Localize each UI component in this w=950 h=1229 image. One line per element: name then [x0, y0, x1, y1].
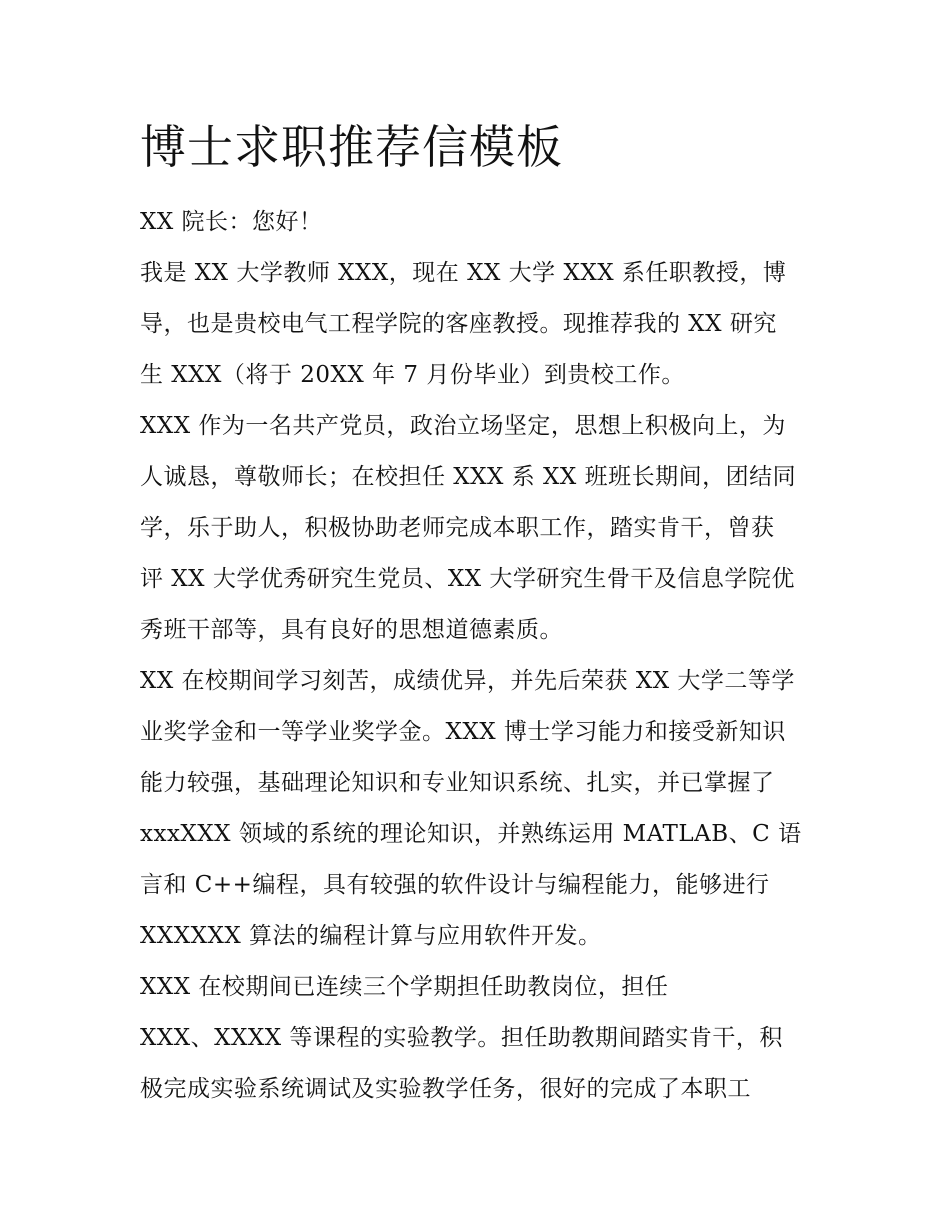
- body-text-line: XXX、XXXX 等课程的实验教学。担任助教期间踏实肯干，积: [140, 1025, 783, 1051]
- salutation-line: XX 院长：您好！: [140, 209, 323, 235]
- body-text-line: 业奖学金和一等学业奖学金。XXX 博士学习能力和接受新知识: [140, 719, 786, 745]
- body-text-line: xxxXXX 领域的系统的理论知识，并熟练运用 MATLAB、C 语: [140, 821, 802, 847]
- body-text-line: XXX 在校期间已连续三个学期担任助教岗位，担任: [140, 974, 669, 1000]
- body-text-line: 能力较强，基础理论知识和专业知识系统、扎实，并已掌握了: [140, 770, 775, 796]
- body-text-line: 生 XXX（将于 20XX 年 7 月份毕业）到贵校工作。: [140, 362, 685, 388]
- body-text-line: 导，也是贵校电气工程学院的客座教授。现推荐我的 XX 研究: [140, 311, 777, 337]
- document-title: 博士求职推荐信模板: [140, 120, 563, 174]
- body-text-line: 学，乐于助人，积极协助老师完成本职工作，踏实肯干，曾获: [140, 515, 775, 541]
- body-text-line: 秀班干部等，具有良好的思想道德素质。: [140, 617, 563, 643]
- body-text-line: XXX 作为一名共产党员，政治立场坚定，思想上积极向上，为: [140, 413, 786, 439]
- body-text-line: XXXXXX 算法的编程计算与应用软件开发。: [140, 923, 602, 949]
- body-text-line: 极完成实验系统调试及实验教学任务，很好的完成了本职工: [140, 1076, 751, 1102]
- body-text-line: 人诚恳，尊敬师长；在校担任 XXX 系 XX 班班长期间，团结同: [140, 464, 797, 490]
- body-text-line: XX 在校期间学习刻苦，成绩优异，并先后荣获 XX 大学二等学: [140, 668, 795, 694]
- body-text-line: 言和 C++编程，具有较强的软件设计与编程能力，能够进行: [140, 872, 770, 898]
- body-text-line: 我是 XX 大学教师 XXX，现在 XX 大学 XXX 系任职教授，博: [140, 260, 787, 286]
- body-text-line: 评 XX 大学优秀研究生党员、XX 大学研究生骨干及信息学院优: [140, 566, 795, 592]
